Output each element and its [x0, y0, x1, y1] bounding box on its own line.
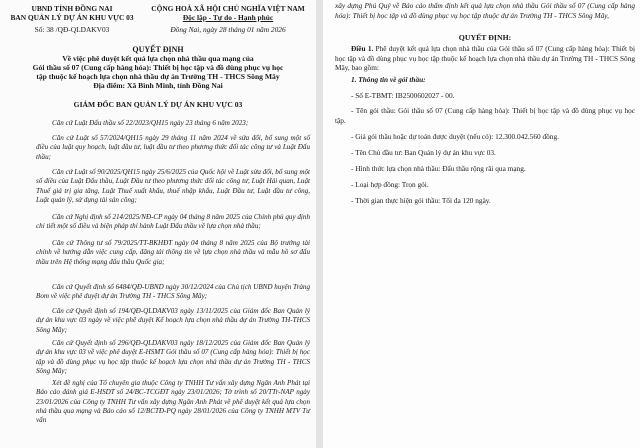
- continuation-paragraph: xây dựng Phú Quý về Báo cáo thẩm định kết quả lựa chọn nhà thầu Gói thầu số 07 (Cung cấp hàng hóa): Thiết bị học tập và đồ dùng phục vụ học tập thuộc dự án Trường TH - THCS Sông Mây,: [335, 1, 635, 20]
- legal-basis-paragraph: Căn cứ Quyết định số 6484/QĐ-UBND ngày 30/12/2024 của Chủ tịch UBND huyện Trảng Bom về việc phê duyệt dự án Trường TH - THCS Sông Mây;: [36, 283, 310, 301]
- legal-basis-paragraph: Căn cứ Luật số 57/2024/QH15 ngày 29 tháng 11 năm 2024 về sửa đổi, bổ sung một số điều của luật quy hoạch, luật đầu tư, luật đầu tư theo phương thức đối tác công tư và Luật Đấu thầu;: [36, 134, 310, 161]
- decides-heading: QUYẾT ĐỊNH:: [458, 33, 512, 42]
- package-item: - Thời gian thực hiện gói thầu: Tối đa 120 ngày.: [351, 196, 491, 205]
- decision-location: Địa điểm: Xã Bình Minh, tỉnh Đồng Nai: [93, 81, 223, 90]
- package-item: - Hình thức lựa chọn nhà thầu: Đấu thầu rộng rãi qua mạng.: [351, 164, 526, 173]
- legal-basis-paragraph: Căn cứ Luật Đấu thầu số 22/2023/QH15 ngày 23 tháng 6 năm 2023;: [52, 119, 249, 127]
- issuing-authority: GIÁM ĐỐC BAN QUẢN LÝ DỰ ÁN KHU VỰC 03: [73, 100, 243, 109]
- document-number: Số: 38 /QĐ-QLDAKV03: [34, 25, 110, 34]
- decision-subject-2: Gói thầu số 07 (Cung cấp hàng hóa): Thiết bị học tập và đồ dùng phục vụ học: [32, 63, 284, 72]
- page-gutter: [316, 0, 323, 448]
- legal-basis-paragraph: Căn cứ Nghị định số 214/2025/NĐ-CP ngày 04 tháng 8 năm 2025 của Chính phủ quy định chi tiết một số điều và biện pháp thi hành Luật Đấu thầu về lựa chọn nhà thầu;: [36, 213, 310, 231]
- article-1-label: Điều 1.: [351, 44, 374, 53]
- decision-heading: QUYẾT ĐỊNH: [132, 45, 184, 54]
- national-motto: [140, 13, 316, 22]
- package-item: - Loại hợp đồng: Trọn gói.: [351, 180, 429, 189]
- right-page: [323, 0, 640, 448]
- legal-basis-paragraph: Căn cứ Thông tư số 79/2025/TT-BKHĐT ngày 04 tháng 8 năm 2025 của Bộ trưởng tài chính về hướng dẫn việc cung cấp, đăng tải thông tin về lựa chọn nhà thầu và mẫu hồ sơ đấu thầu trên Hệ thống mạng đấu thầu Quốc gia;: [36, 239, 310, 266]
- section-heading: 1. Thông tin về gói thầu:: [351, 75, 426, 84]
- national-title: CỘNG HOÀ XÃ HỘI CHỦ NGHĨA VIỆT NAM: [151, 4, 305, 13]
- decision-subject-3: tập thuộc kế hoạch lựa chọn nhà thầu dự án Trường TH - THCS Sông Mây: [36, 72, 280, 81]
- motto-text: Độc lập - Tự do - Hạnh phúc: [182, 13, 274, 22]
- agency-line-1: UBND TỈNH ĐỒNG NAI: [31, 4, 113, 13]
- package-item: - Số E-TBMT: IB2500602027 - 00.: [351, 91, 455, 100]
- left-page: [0, 0, 316, 448]
- agency-name: [6, 4, 138, 22]
- article-1: [335, 44, 635, 73]
- decision-subject-1: Về việc phê duyệt kết quả lựa chọn nhà thầu qua mạng của: [62, 54, 254, 63]
- agency-line-2: BAN QUẢN LÝ DỰ ÁN KHU VỰC 03: [10, 13, 134, 22]
- legal-basis-paragraph: Căn cứ Luật số 90/2025/QH15 ngày 25/6/2025 của Quốc hội về Luật sửa đổi, bổ sung một số điều của Luật Đấu thầu, Luật Đầu tư theo phương thức đối tác công tư, Luật Hải quan, Luật Thuế giá trị gia tăng, Luật Thuế xuất khẩu, thuế nhập khẩu, Luật Đầu tư, Luật đầu tư công, Luật quản lý, sử dụng tài sản công;: [36, 168, 310, 204]
- package-item: - Tên gói thầu: Gói thầu số 07 (Cung cấp hàng hóa): Thiết bị học tập và đồ dùng phục vụ học tập.: [335, 106, 635, 125]
- package-item: - Giá gói thầu hoặc dự toán được duyệt (nếu có): 12.300.042.560 đồng.: [351, 132, 559, 141]
- package-item: - Tên Chủ đầu tư: Ban Quản lý dự án khu vực 03.: [351, 148, 496, 157]
- issue-date: Đồng Nai, ngày 28 tháng 01 năm 2026: [170, 25, 286, 34]
- article-1-text: Phê duyệt kết quả lựa chọn nhà thầu của Gói thầu số 07 (Cung cấp hàng hóa): Thiết bị học tập và đồ dùng phục vụ học tập thuộc kế hoạch lựa chọn nhà thầu dự án Trường TH - THCS Sông Mây, bao gồm:: [335, 44, 635, 73]
- proposal-paragraph: Xét đề nghị của Tổ chuyên gia thuộc Công ty TNHH Tư vấn xây dựng Ngân Anh Phát tại Báo cáo đánh giá E-HSDT số 24/BC-TCGĐT ngày 23/01/2026; Tờ trình số 20/TTr-NAP ngày 23/01/2026 của Công ty TNHH Tư vấn xây dựng Ngân Anh Phát về phê duyệt kết quả lựa chọn nhà thầu qua mạng và Báo cáo số 12/BCTĐ-PQ ngày 28/01/2026 của Công ty TNHH MTV Tư vấn: [36, 379, 310, 425]
- legal-basis-paragraph: Căn cứ Quyết định số 296/QĐ-QLDAKV03 ngày 18/12/2025 của Giám đốc Ban Quản lý dự án khu vực 03 về việc phê duyệt E-HSMT Gói thầu số 07 (Cung cấp hàng hóa): Thiết bị học tập và đồ dùng phục vụ học tập thuộc kế hoạch lựa chọn nhà thầu dự án Trường TH - THCS Sông Mây;: [36, 339, 310, 375]
- legal-basis-paragraph: Căn cứ Quyết định số 194/QĐ-QLDAKV03 ngày 13/11/2025 của Giám đốc Ban Quản lý dự án khu vực 03 ngày về việc phê duyệt Kế hoạch lựa chọn nhà thầu dự án Trường TH-THCS Sông Mây;: [36, 307, 310, 334]
